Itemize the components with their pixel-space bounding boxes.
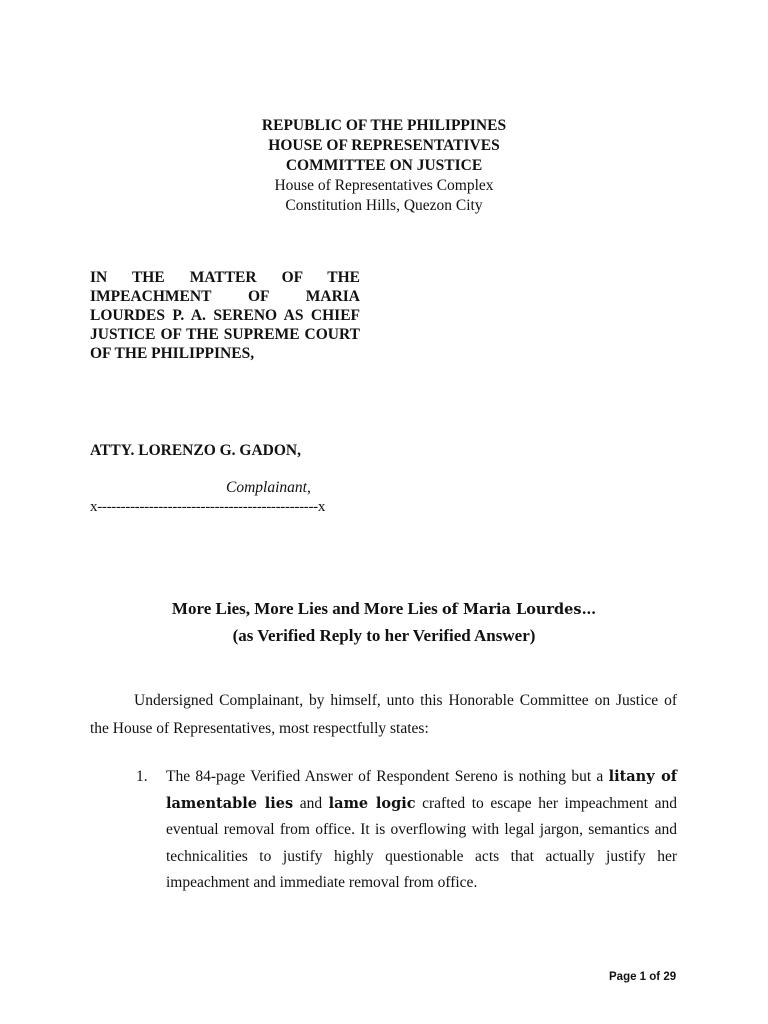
caption-separator: x-----------------------------------------------x	[90, 499, 326, 515]
document-title	[0, 596, 768, 649]
complainant-role: Complainant,	[226, 479, 311, 496]
title-main-text: More Lies, More Lies and More Lies	[171, 599, 442, 618]
item-text-part1: The 84-page Verified Answer of Respondent Sereno is nothing but a	[166, 768, 609, 785]
item-number: 1.	[136, 768, 148, 785]
header-complex: House of Representatives Complex	[274, 177, 494, 194]
complainant-name: ATTY. LORENZO G. GADON,	[90, 442, 302, 459]
header-committee: COMMITTEE ON JUSTICE	[285, 157, 483, 174]
title-sub: (as Verified Reply to her Verified Answer)	[232, 626, 536, 645]
page-number: Page 1 of 29	[609, 971, 677, 983]
item-text	[166, 764, 677, 897]
case-caption: IN THE MATTER OF THE IMPEACHMENT OF MARIA LOURDES P. A. SERENO AS CHIEF JUSTICE OF THE SUPREME COURT OF THE PHILIPPINES,	[90, 269, 360, 362]
item-text-part2: and	[293, 794, 329, 812]
title-main	[0, 596, 768, 623]
header-address: Constitution Hills, Quezon City	[285, 197, 483, 214]
document-header	[0, 116, 768, 216]
header-republic: REPUBLIC OF THE PHILIPPINES	[261, 117, 507, 134]
intro-paragraph: Undersigned Complainant, by himself, unto this Honorable Committee on Justice of the House of Representatives, most respectfully states:	[90, 692, 677, 737]
item-text-part3: crafted to escape her impeachment and eventual removal from office. It is overflowing with legal jargon, semantics and technicalities to justify highly questionable acts that actually justify her impeachment and immediate removal from office.	[166, 794, 677, 891]
item-bold-lame-logic: lame logic	[328, 794, 416, 812]
header-house: HOUSE OF REPRESENTATIVES	[268, 137, 500, 154]
title-main-suffix: of Maria Lourdes…	[442, 601, 597, 618]
item-bold-litany: litany of lamentable lies	[166, 768, 677, 812]
